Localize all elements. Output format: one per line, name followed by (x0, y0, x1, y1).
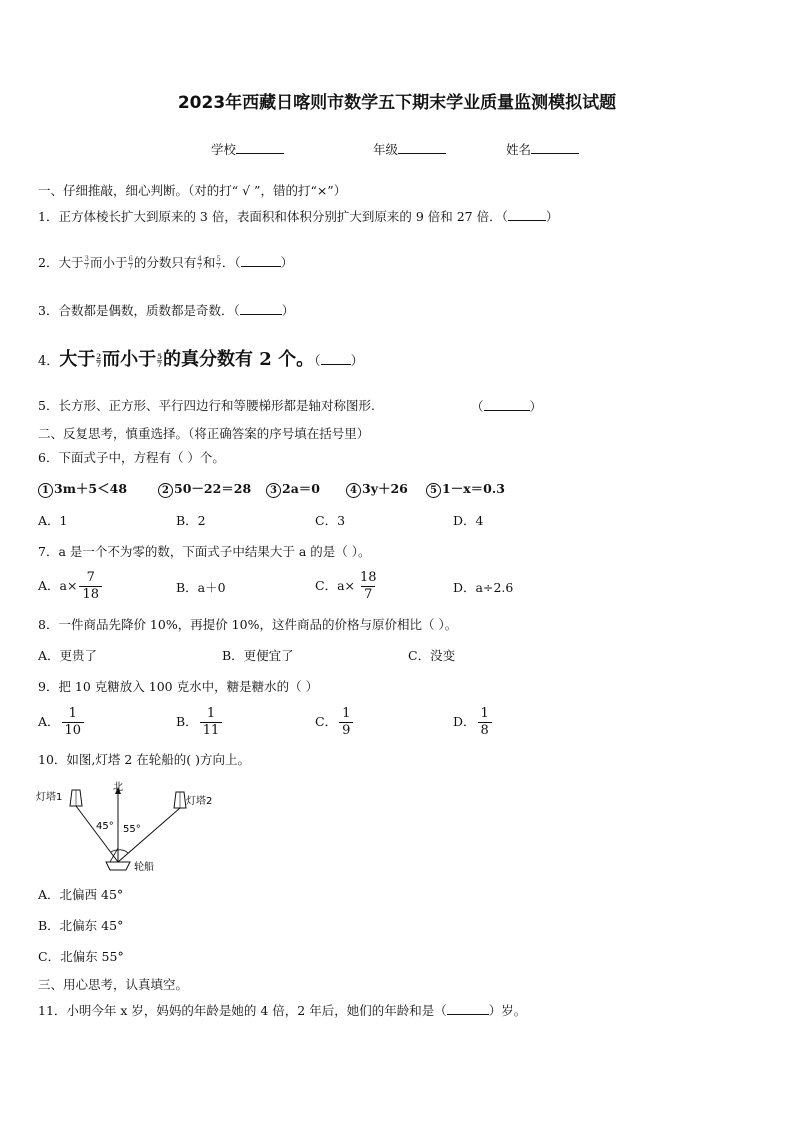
fraction-denominator: 7 (84, 263, 89, 271)
q6-expr-1 (38, 481, 127, 498)
expr-text: 3m＋5＜48 (54, 481, 128, 496)
name-label: 姓名 (506, 142, 532, 157)
option-label: A． (38, 714, 60, 729)
section-1-heading: 一、仔细推敲，细心判断。（对的打“ √ ”，错的打“×”） (38, 183, 347, 198)
direction-figure (36, 778, 226, 878)
q4-text-2: 而小于 (102, 349, 157, 370)
q7-fraction-c (357, 570, 380, 603)
circled-number: 5 (426, 483, 441, 498)
fraction-numerator: 5 (216, 255, 221, 263)
fraction-numerator: 4 (197, 255, 202, 263)
q7-option-c[interactable] (315, 570, 380, 603)
q9-option-d[interactable] (453, 706, 492, 739)
question-11 (38, 1002, 526, 1019)
fraction-numerator: 1 (480, 706, 489, 721)
q3-text: 合数都是偶数，质数都是奇数．（ (58, 303, 240, 318)
fraction-denominator: 8 (478, 722, 492, 739)
q8-option-b[interactable]: B．更便宜了 (222, 648, 294, 663)
q11-answer-blank[interactable] (447, 1002, 489, 1015)
fraction-denominator: 7 (157, 359, 163, 369)
q3-number: 3． (38, 303, 59, 318)
section-2-heading: 二、反复思考，慎重选择。（将正确答案的序号填在括号里） (38, 426, 370, 441)
school-blank[interactable] (236, 141, 284, 154)
fraction-numerator: 3 (84, 255, 89, 263)
q5-text: 长方形、正方形、平行四边行和等腰梯形都是轴对称图形. (58, 398, 375, 413)
q9-option-b[interactable] (176, 706, 222, 739)
q1-answer-blank[interactable] (508, 208, 546, 221)
q2-fraction-2 (128, 256, 132, 271)
section-3-heading: 三、用心思考，认真填空。 (38, 977, 189, 992)
option-label: A．a× (38, 578, 78, 593)
page-title: 2023年西藏日喀则市数学五下期末学业质量监测模拟试题 (177, 93, 617, 113)
q3-close: ） (281, 303, 295, 318)
fraction-denominator: 10 (62, 722, 85, 739)
q2-answer-blank[interactable] (241, 254, 281, 267)
name-field[interactable] (506, 141, 579, 158)
option-label: C． (315, 714, 338, 729)
angle-55-label: 55° (123, 824, 141, 835)
q4-text-3: 的真分数有 2 个。 (163, 349, 315, 370)
question-9: 9．把 10 克糖放入 100 克水中，糖是糖水的（ ） (38, 679, 319, 694)
circled-number: 3 (266, 483, 281, 498)
q11-close: ）岁。 (488, 1003, 527, 1018)
grade-blank[interactable] (398, 141, 446, 154)
question-7: 7．a 是一个不为零的数，下面式子中结果大于 a 的是（ ）。 (38, 544, 371, 559)
fraction-denominator: 18 (79, 586, 102, 603)
question-5 (38, 398, 375, 414)
option-label: D． (453, 714, 476, 729)
q11-text: 11．小明今年 x 岁，妈妈的年龄是她的 4 倍，2 年后，她们的年龄和是（ (38, 1003, 447, 1018)
q6-option-a[interactable]: A．1 (38, 513, 68, 528)
q3-answer-blank[interactable] (240, 302, 282, 315)
question-4 (38, 345, 364, 371)
q9-option-a[interactable] (38, 706, 84, 739)
q6-expr-5 (426, 481, 505, 498)
question-6: 6．下面式子中，方程有（ ）个。 (38, 450, 225, 465)
q6-expr-4 (346, 481, 408, 498)
question-10: 10．如图,灯塔 2 在轮船的( )方向上。 (38, 752, 251, 767)
q7-option-a[interactable] (38, 570, 102, 603)
q5-answer (471, 398, 542, 415)
fraction-numerator: 7 (86, 570, 95, 585)
q7-option-b[interactable]: B．a＋0 (176, 580, 226, 595)
ship-label: 轮船 (134, 862, 154, 873)
q1-close: ） (545, 209, 559, 224)
q4-fraction-1 (96, 353, 101, 368)
q4-text-1: 大于 (59, 349, 96, 370)
q2-text-2: 而小于 (89, 255, 128, 270)
circled-number: 2 (158, 483, 173, 498)
fraction-denominator: 7 (128, 263, 133, 271)
line-to-lighthouse-2 (118, 808, 180, 862)
q1-text: 正方体棱长扩大到原来的 3 倍，表面积和体积分别扩大到原来的 9 倍和 27 倍．（ (58, 209, 508, 224)
name-blank[interactable] (531, 141, 579, 154)
fraction-numerator: 1 (342, 706, 351, 721)
q6-option-d[interactable]: D．4 (453, 513, 484, 528)
fraction-denominator: 9 (339, 722, 353, 739)
line-to-lighthouse-1 (76, 806, 118, 862)
q10-option-a[interactable]: A．北偏西 45° (38, 887, 124, 902)
q2-text-1: 大于 (58, 255, 84, 270)
fraction-denominator: 7 (197, 263, 202, 271)
expr-text: 2a＝0 (282, 481, 320, 496)
question-2 (38, 254, 293, 271)
angle-arc-right (118, 850, 128, 853)
q2-text-4: 和 (202, 255, 216, 270)
question-3 (38, 302, 294, 319)
q4-number: 4． (38, 354, 60, 369)
expr-text: 3y＋26 (362, 481, 408, 496)
q9-fraction-c (339, 706, 353, 739)
grade-field[interactable] (373, 141, 446, 158)
north-label: 北 (113, 782, 123, 793)
q2-fraction-1 (84, 256, 88, 271)
school-label: 学校 (211, 142, 237, 157)
q4-fraction-2 (157, 353, 162, 368)
lighthouse-1-label: 灯塔1 (36, 792, 63, 803)
fraction-numerator: 6 (128, 255, 133, 263)
q1-number: 1． (38, 209, 59, 224)
q4-answer-blank[interactable] (321, 352, 351, 365)
q2-number: 2． (38, 255, 59, 270)
fraction-denominator: 7 (96, 359, 102, 369)
question-8: 8．一件商品先降价 10%，再提价 10%，这件商品的价格与原价相比（ ）。 (38, 617, 458, 632)
option-label: B． (176, 714, 198, 729)
q9-fraction-a (62, 706, 85, 739)
fraction-numerator: 5 (157, 351, 163, 361)
q10-option-b[interactable]: B．北偏东 45° (38, 918, 124, 933)
q6-option-c[interactable]: C．3 (315, 513, 346, 528)
q6-expr-3 (266, 481, 320, 498)
q5-close: ） (529, 399, 543, 414)
angle-45-label: 45° (96, 821, 114, 832)
q7-fraction-a (79, 570, 102, 603)
q10-option-c[interactable]: C．北偏东 55° (38, 949, 124, 964)
q5-open: （ (471, 399, 484, 414)
fraction-denominator: 7 (361, 586, 375, 603)
q9-fraction-b (200, 706, 223, 739)
circled-number: 4 (346, 483, 361, 498)
q6-expr-2 (158, 481, 251, 498)
q2-fraction-4 (216, 256, 220, 271)
fraction-numerator: 1 (68, 706, 77, 721)
q4-close: ） (350, 354, 364, 369)
grade-label: 年级 (373, 142, 399, 157)
school-field[interactable] (211, 141, 284, 158)
fraction-denominator: 7 (216, 263, 221, 271)
fraction-denominator: 11 (200, 722, 223, 739)
fraction-numerator: 1 (206, 706, 216, 721)
q2-close: ） (280, 255, 294, 270)
q2-text-5: ．（ (221, 255, 241, 270)
q6-option-b[interactable]: B．2 (176, 513, 206, 528)
q2-fraction-3 (197, 256, 201, 271)
expr-text: 50－22＝28 (174, 481, 252, 496)
q5-answer-blank[interactable] (484, 398, 530, 411)
expr-text: 1－x＝0.3 (442, 481, 505, 496)
circled-number: 1 (38, 483, 53, 498)
option-label: C．a× (315, 578, 355, 593)
ship-icon (106, 862, 130, 870)
fraction-numerator: 18 (360, 570, 377, 585)
q2-text-3: 的分数只有 (133, 255, 197, 270)
lighthouse-2-label: 灯塔2 (186, 796, 213, 807)
q4-open: （ (314, 354, 321, 369)
q7-option-d[interactable]: D．a÷2.6 (453, 580, 514, 595)
q5-number: 5． (38, 398, 59, 413)
q9-option-c[interactable] (315, 706, 353, 739)
fraction-numerator: 2 (96, 351, 102, 361)
q8-option-c[interactable]: C．没变 (408, 648, 456, 663)
question-1 (38, 208, 558, 225)
q9-fraction-d (478, 706, 492, 739)
q8-option-a[interactable]: A．更贵了 (38, 648, 98, 663)
